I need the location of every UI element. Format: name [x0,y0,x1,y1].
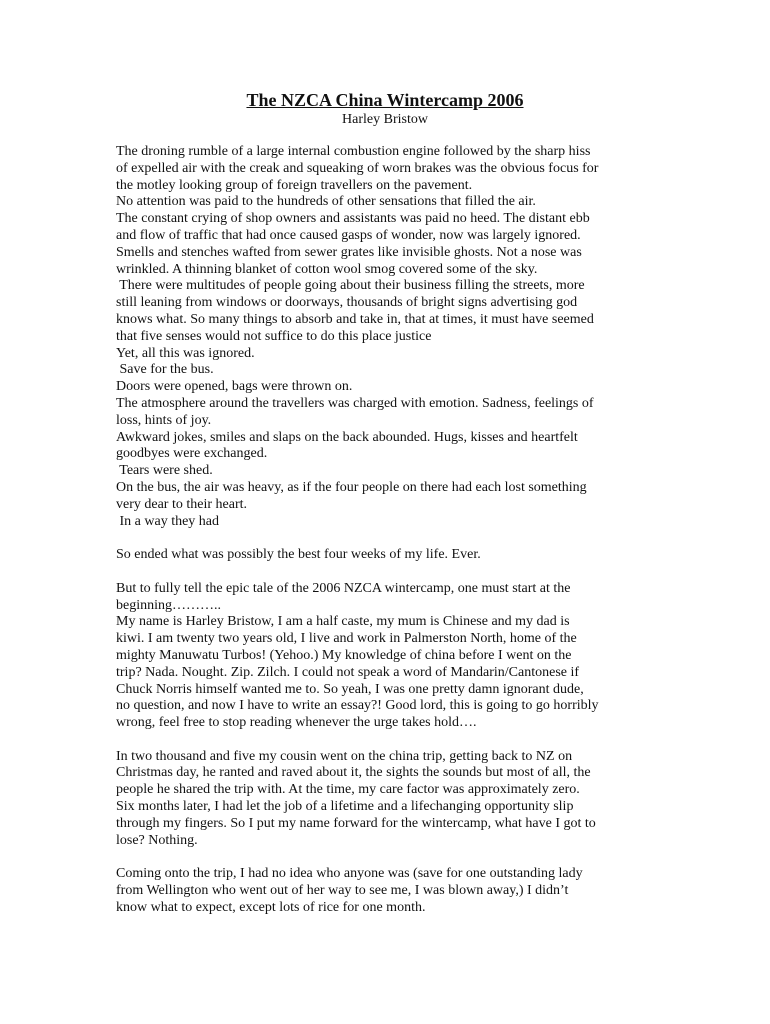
text-line: wrong, feel free to stop reading whenever the urge takes hold…. [116,715,477,731]
text-line: Awkward jokes, smiles and slaps on the back abounded. Hugs, kisses and heartfelt [116,429,578,445]
text-line: But to fully tell the epic tale of the 2006 NZCA wintercamp, one must start at the [116,580,571,596]
text-line: The atmosphere around the travellers was charged with emotion. Sadness, feelings of [116,395,594,411]
text-line: that five senses would not suffice to do this place justice [116,328,432,344]
text-line: Smells and stenches wafted from sewer grates like invisible ghosts. Not a nose was [116,244,582,260]
text-line: Doors were opened, bags were thrown on. [116,379,353,395]
text-line: goodbyes were exchanged. [116,446,268,462]
document-title: The NZCA China Wintercamp 2006 [246,90,524,110]
text-line: Tears were shed. [116,463,213,479]
text-line: In two thousand and five my cousin went on the china trip, getting back to NZ on [116,748,573,764]
text-line: very dear to their heart. [116,496,247,512]
text-line: still leaning from windows or doorways, thousands of bright signs advertising god [116,295,578,311]
text-line: Save for the bus. [116,362,214,378]
paragraph [116,144,661,530]
paragraph [116,866,661,916]
text-line: Coming onto the trip, I had no idea who anyone was (save for one outstanding lady [116,866,583,882]
text-line: of expelled air with the creak and squeaking of worn brakes was the obvious focus for [116,160,599,176]
text-line: In a way they had [116,513,220,529]
text-line: There were multitudes of people going about their business filling the streets, more [116,278,585,294]
text-line: Chuck Norris himself wanted me to. So yeah, I was one pretty damn ignorant dude, [116,681,584,697]
text-line: knows what. So many things to absorb and take in, that at times, it must have seemed [116,311,594,327]
text-line: the motley looking group of foreign travellers on the pavement. [116,177,473,193]
text-line: Yet, all this was ignored. [116,345,255,361]
paragraph-gap [116,564,661,581]
text-line: people he shared the trip with. At the time, my care factor was approximately zero. [116,782,580,798]
text-line: wrinkled. A thinning blanket of cotton wool smog covered some of the sky. [116,261,538,277]
text-line: mighty Manuwatu Turbos! (Yehoo.) My knowledge of china before I went on the [116,647,572,663]
text-line: So ended what was possibly the best four weeks of my life. Ever. [116,547,481,563]
text-line: No attention was paid to the hundreds of other sensations that filled the air. [116,194,536,210]
paragraph [116,547,661,564]
text-line: no question, and now I have to write an essay?! Good lord, this is going to go horribly [116,698,599,714]
text-line: On the bus, the air was heavy, as if the four people on there had each lost something [116,479,587,495]
text-line: lose? Nothing. [116,832,198,848]
text-line: beginning……….. [116,597,221,613]
document-author: Harley Bristow [342,112,428,127]
text-line: The droning rumble of a large internal combustion engine followed by the sharp hiss [116,144,591,159]
text-line: My name is Harley Bristow, I am a half caste, my mum is Chinese and my dad is [116,614,570,630]
text-line: from Wellington who went out of her way to see me, I was blown away,) I didn’t [116,883,569,899]
text-line: loss, hints of joy. [116,412,212,428]
text-line: The constant crying of shop owners and assistants was paid no heed. The distant ebb [116,211,590,227]
text-line: trip? Nada. Nought. Zip. Zilch. I could not speak a word of Mandarin/Cantonese if [116,664,580,680]
paragraph [116,581,661,732]
paragraph [116,749,661,850]
text-line: and flow of traffic that had once caused gasps of wonder, now was largely ignored. [116,227,581,243]
document-body [116,144,661,917]
text-line: Six months later, I had let the job of a lifetime and a lifechanging opportunity slip [116,799,574,815]
text-line: kiwi. I am twenty two years old, I live and work in Palmerston North, home of the [116,631,577,647]
paragraph-gap [116,732,661,749]
paragraph-gap [116,530,661,547]
text-line: know what to expect, except lots of rice for one month. [116,899,426,915]
text-line: Christmas day, he ranted and raved about it, the sights the sounds but most of all, the [116,765,591,781]
text-line: through my fingers. So I put my name forward for the wintercamp, what have I got to [116,815,596,831]
paragraph-gap [116,849,661,866]
